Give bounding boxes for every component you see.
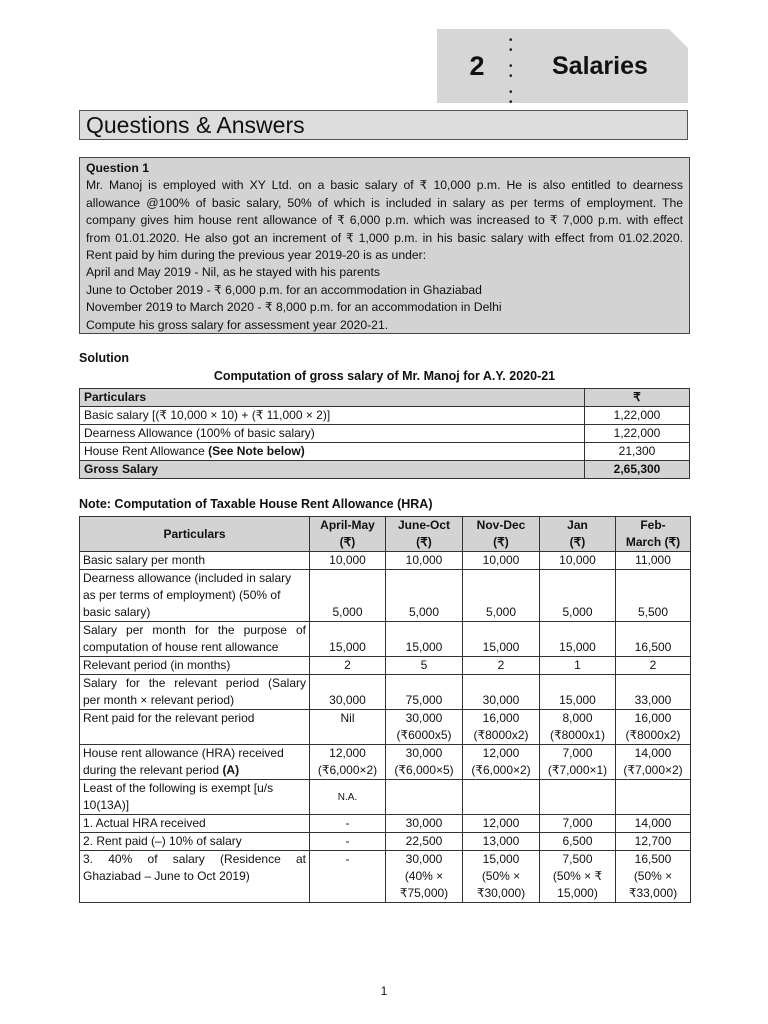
cell: 16,500	[616, 622, 691, 657]
cell: -	[310, 815, 386, 833]
cell: 7,500 (50% × ₹ 15,000)	[540, 851, 616, 903]
cell: 15,000 (50% × ₹30,000)	[463, 851, 540, 903]
cell: N.A.	[310, 780, 386, 815]
table-row	[80, 675, 691, 710]
cell: 16,000 (₹8000x2)	[616, 710, 691, 745]
question-line: from 01.01.2020. He also got an increment of ₹ 1,000 p.m. in his basic salary with effect from 01.02.2020.	[86, 230, 683, 245]
hra-table	[79, 516, 691, 903]
row-value: 21,300	[585, 443, 690, 461]
cell: 15,000	[540, 675, 616, 710]
cell: 5,000	[386, 570, 463, 622]
question-heading: Question 1	[86, 161, 149, 175]
cell: 10,000	[310, 552, 386, 570]
table-row	[80, 622, 691, 657]
header-col: April-May (₹)	[310, 517, 386, 552]
question-line: November 2019 to March 2020 - ₹ 8,000 p.m. for an accommodation in Delhi	[86, 300, 502, 315]
cell: 30,000 (₹6,000×5)	[386, 745, 463, 780]
cell: 30,000 (₹6000x5)	[386, 710, 463, 745]
cell: 14,000	[616, 815, 691, 833]
cell: 30,000	[310, 675, 386, 710]
row-label: Basic salary per month	[80, 552, 310, 570]
row-label: Basic salary [(₹ 10,000 × 10) + (₹ 11,000 × 2)]	[80, 407, 585, 425]
header-rupee: ₹	[585, 389, 690, 407]
row-label: 1. Actual HRA received	[80, 815, 310, 833]
cell: 30,000 (40% × ₹75,000)	[386, 851, 463, 903]
table-row	[80, 443, 690, 461]
table-row	[80, 407, 690, 425]
binder-ring-icon: • •	[509, 87, 517, 108]
cell	[616, 780, 691, 815]
cell: 30,000	[463, 675, 540, 710]
gross-salary-table	[79, 388, 690, 479]
cell: 7,000	[540, 815, 616, 833]
table-header-row	[80, 389, 690, 407]
header-col: Feb- March (₹)	[616, 517, 691, 552]
cell: 8,000 (₹8000x1)	[540, 710, 616, 745]
cell: 2	[463, 657, 540, 675]
cell: 15,000	[386, 622, 463, 657]
table-row	[80, 815, 691, 833]
table-row	[80, 425, 690, 443]
cell	[386, 780, 463, 815]
row-value: 1,22,000	[585, 425, 690, 443]
binder-ring-icon: • •	[509, 35, 517, 56]
section-title: Questions & Answers	[79, 110, 688, 140]
page-number: 1	[380, 984, 388, 998]
cell: 12,700	[616, 833, 691, 851]
table-row	[80, 552, 691, 570]
header-col: Jan (₹)	[540, 517, 616, 552]
cell: 5,000	[310, 570, 386, 622]
binder-ring-icon: • •	[509, 61, 517, 82]
row-label: Dearness Allowance (100% of basic salary)	[80, 425, 585, 443]
cell: 6,500	[540, 833, 616, 851]
row-label: Gross Salary	[80, 461, 585, 479]
cell: 13,000	[463, 833, 540, 851]
cell: 5,000	[463, 570, 540, 622]
cell: 10,000	[463, 552, 540, 570]
cell: 12,000 (₹6,000×2)	[310, 745, 386, 780]
cell: 12,000	[463, 815, 540, 833]
cell: 5,000	[540, 570, 616, 622]
row-label: Dearness allowance (included in salary as per terms of employment) (50% of basic salary)	[80, 570, 310, 622]
question-line: April and May 2019 - Nil, as he stayed with his parents	[86, 265, 380, 280]
cell: 30,000	[386, 815, 463, 833]
header-particulars: Particulars	[80, 517, 310, 552]
cell: 16,500 (50% × ₹33,000)	[616, 851, 691, 903]
row-label: House rent allowance (HRA) received during the relevant period (A)	[80, 745, 310, 780]
cell: 12,000 (₹6,000×2)	[463, 745, 540, 780]
header-col: June-Oct (₹)	[386, 517, 463, 552]
question-box	[79, 157, 690, 334]
cell: 11,000	[616, 552, 691, 570]
question-line: June to October 2019 - ₹ 6,000 p.m. for an accommodation in Ghaziabad	[86, 282, 482, 297]
row-label: 3. 40% of salary (Residence at Ghaziabad – June to Oct 2019)	[80, 851, 310, 903]
cell: 7,000 (₹7,000×1)	[540, 745, 616, 780]
cell: 15,000	[463, 622, 540, 657]
row-label: Salary per month for the purpose of computation of house rent allowance	[80, 622, 310, 657]
table-row	[80, 780, 691, 815]
cell	[540, 780, 616, 815]
cell: -	[310, 833, 386, 851]
question-line: company gives him house rent allowance of ₹ 6,000 p.m. which was increased to ₹ 7,000 p.m. with effect	[86, 213, 683, 228]
computation-title: Computation of gross salary of Mr. Manoj for A.Y. 2020-21	[213, 369, 556, 383]
table-row	[80, 833, 691, 851]
cell: 5,500	[616, 570, 691, 622]
row-label: 2. Rent paid (–) 10% of salary	[80, 833, 310, 851]
row-value: 2,65,300	[585, 461, 690, 479]
cell: Nil	[310, 710, 386, 745]
table-row	[80, 570, 691, 622]
table-row	[80, 851, 691, 903]
row-label: Relevant period (in months)	[80, 657, 310, 675]
table-row	[80, 745, 691, 780]
question-line: allowance @100% of basic salary, 50% of which is included in salary as per terms of employment. The	[86, 195, 683, 210]
chapter-number: 2	[469, 51, 485, 81]
note-heading: Note: Computation of Taxable House Rent Allowance (HRA)	[79, 497, 433, 511]
total-row	[80, 461, 690, 479]
cell: 75,000	[386, 675, 463, 710]
cell: 10,000	[540, 552, 616, 570]
cell: 2	[616, 657, 691, 675]
cell: 22,500	[386, 833, 463, 851]
cell	[463, 780, 540, 815]
cell: 14,000 (₹7,000×2)	[616, 745, 691, 780]
row-label: Rent paid for the relevant period	[80, 710, 310, 745]
row-label: House Rent Allowance (See Note below)	[80, 443, 585, 461]
row-value: 1,22,000	[585, 407, 690, 425]
question-line: Mr. Manoj is employed with XY Ltd. on a basic salary of ₹ 10,000 p.m. He is also entitled to dearness	[86, 178, 683, 193]
chapter-title: Salaries	[552, 52, 648, 80]
cell: 15,000	[310, 622, 386, 657]
header-col: Nov-Dec (₹)	[463, 517, 540, 552]
table-row	[80, 710, 691, 745]
cell: 10,000	[386, 552, 463, 570]
cell: 5	[386, 657, 463, 675]
cell: 16,000 (₹8000x2)	[463, 710, 540, 745]
row-label: Least of the following is exempt [u/s 10(13A)]	[80, 780, 310, 815]
question-line: Compute his gross salary for assessment year 2020-21.	[86, 317, 389, 332]
cell: -	[310, 851, 386, 903]
cell: 15,000	[540, 622, 616, 657]
cell: 2	[310, 657, 386, 675]
header-particulars: Particulars	[80, 389, 585, 407]
question-line: Rent paid by him during the previous year 2019-20 is as under:	[86, 248, 427, 263]
table-header-row	[80, 517, 691, 552]
cell: 33,000	[616, 675, 691, 710]
table-row	[80, 657, 691, 675]
solution-heading: Solution	[79, 351, 129, 365]
page-fold-corner	[669, 29, 688, 48]
cell: 1	[540, 657, 616, 675]
row-label: Salary for the relevant period (Salary per month × relevant period)	[80, 675, 310, 710]
